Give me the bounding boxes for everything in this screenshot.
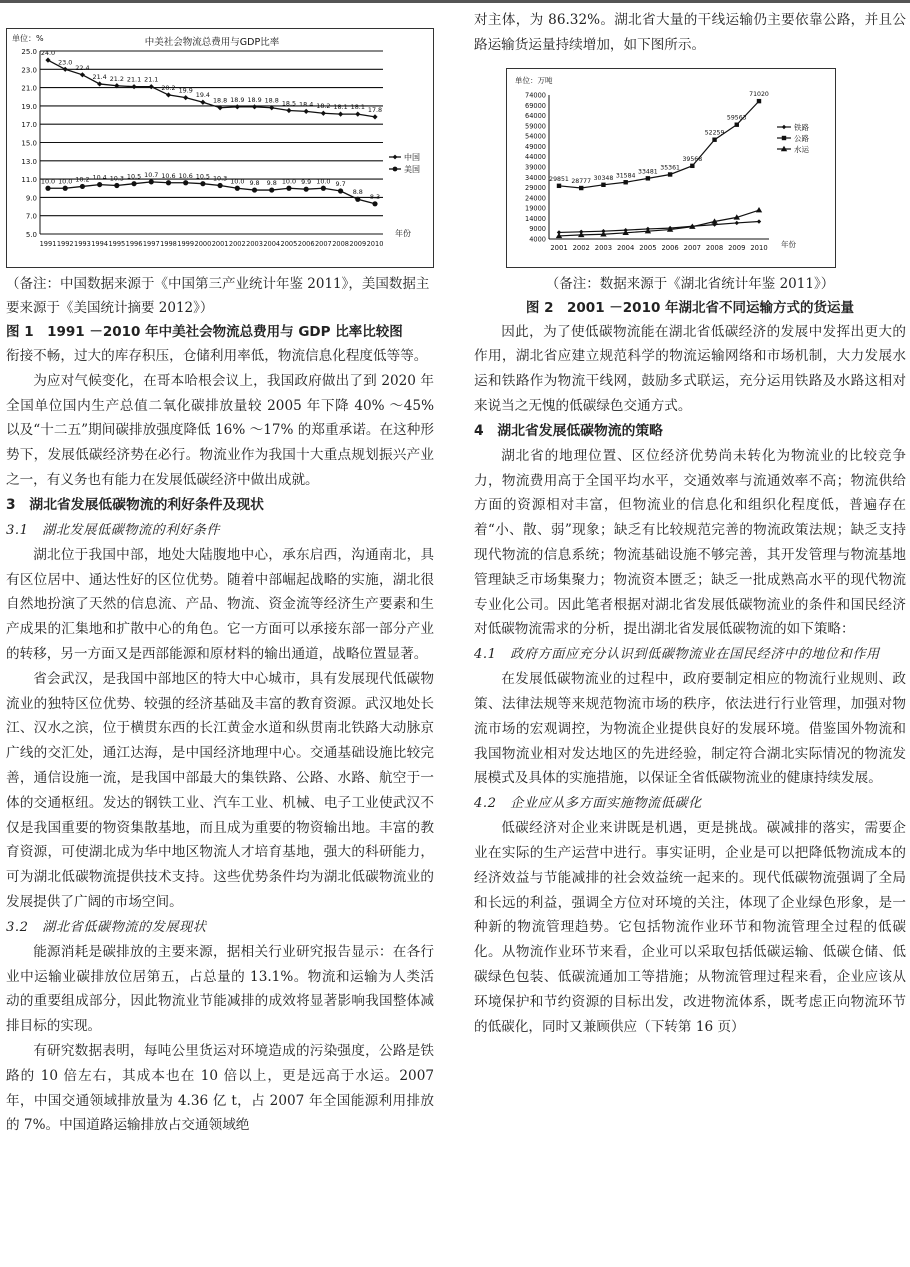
data-label: 18.8 [264, 96, 279, 105]
y-tick-label: 59000 [525, 121, 546, 130]
legend-label: 铁路 [794, 122, 809, 132]
data-point [166, 92, 171, 97]
data-point [200, 100, 205, 105]
data-point [97, 182, 102, 187]
data-label: 10.4 [92, 173, 107, 182]
data-point [712, 137, 716, 141]
y-tick-label: 24000 [525, 193, 546, 202]
data-label: 30348 [593, 174, 614, 182]
chart-title: 中美社会物流总费用与GDP比率 [144, 37, 280, 48]
paragraph: 湖北省的地理位置、区位经济优势尚未转化为物流业的比较竞争力，物流费用高于全国平均水平，交通效率与流通效率不高；物流供给方面的资源相对丰富，但物流业的信息化和组织化程度低，普遍存在着“小、散、弱”现象；缺乏有比较规范完善的物流政策法规；缺乏支持现代物流的信息系统；物流基础设施不够完善，其开发管理与物流基地管理缺乏市场集聚力；物流资本匮乏；缺乏一批成熟高水平的现代物流专业化公司。因此笔者根据对湖北省发展低碳物流业的条件和国民经济对低碳物流需求的分析，提出湖北省发展低碳物流的如下策略： [474, 447, 906, 638]
x-tick-label: 1996 [125, 240, 143, 248]
subsection-heading: 3.1 湖北发展低碳物流的利好条件 [6, 522, 221, 538]
x-tick-label: 1992 [56, 240, 74, 248]
data-point [269, 187, 274, 192]
data-point [601, 182, 605, 186]
x-tick-label: 2006 [661, 243, 679, 252]
data-label: 9.9 [301, 178, 312, 187]
y-tick-label: 9000 [529, 224, 546, 233]
x-tick-label: 2008 [332, 240, 349, 248]
chart-unit-label: 单位：% [12, 34, 44, 43]
figure-2-caption: 图 2 2001 －2010 年湖北省不同运输方式的货运量 [525, 299, 855, 316]
data-point [63, 67, 68, 72]
section-heading: 4 湖北省发展低碳物流的策略 [474, 422, 663, 439]
data-label: 9.8 [249, 179, 260, 188]
data-point [757, 219, 761, 223]
paragraph: 对主体，为 86.32%。湖北省大量的干线运输仍主要依靠公路，并且公路运输货运量持续增加，如下图所示。 [474, 12, 906, 53]
y-tick-label: 19000 [525, 204, 546, 213]
x-tick-label: 2002 [228, 240, 246, 248]
data-point [338, 112, 343, 117]
data-label: 10.6 [161, 171, 176, 180]
data-label: 9.8 [266, 179, 277, 188]
y-tick-label: 5.0 [25, 231, 37, 239]
y-tick-label: 39000 [525, 163, 546, 172]
x-tick-label: 2007 [683, 243, 701, 252]
data-label: 10.5 [126, 172, 142, 181]
x-tick-label: 2004 [263, 240, 281, 248]
data-point [286, 108, 291, 113]
legend-label: 公路 [794, 133, 809, 143]
data-point [80, 72, 85, 77]
figure-2-chart [506, 68, 836, 268]
x-tick-label: 1991 [39, 240, 57, 248]
paragraph: 在发展低碳物流业的过程中，政府要制定相应的物流行业规则、政策、法律法规等来规范物流市场的秩序，依法进行行业管理，加强对物流市场的宏观调控，为物流企业提供良好的发展环境。借鉴国外物流和我国物流业相对发达地区的先进经验，制定符合湖北实际情况的物流发展模式及具体的实施措施，以保证全省低碳物流业的健康持续发展。 [474, 671, 906, 787]
figure-2-note: （备注：数据来源于《湖北省统计年鉴 2011》） [545, 275, 835, 292]
data-point [114, 183, 119, 188]
x-tick-label: 1993 [74, 240, 91, 248]
data-point [200, 181, 205, 186]
data-label: 10.0 [230, 177, 245, 186]
data-label: 29851 [549, 175, 569, 183]
y-tick-label: 4000 [529, 235, 546, 244]
data-label: 10.0 [316, 177, 331, 186]
data-label: 35361 [660, 164, 680, 172]
data-label: 21.4 [92, 72, 107, 81]
data-label: 21.2 [109, 74, 124, 83]
x-tick-label: 2002 [572, 243, 590, 252]
data-point [623, 180, 627, 184]
data-label: 19.4 [195, 91, 211, 100]
x-tick-label: 2007 [314, 240, 332, 248]
data-point [97, 81, 102, 86]
data-point [131, 84, 136, 89]
data-point [45, 58, 50, 63]
legend-marker [393, 155, 398, 160]
data-label: 10.7 [144, 170, 159, 179]
data-point [579, 185, 583, 189]
y-tick-label: 29000 [525, 183, 546, 192]
x-tick-label: 2010 [750, 243, 768, 252]
data-point [304, 109, 309, 114]
paragraph: 低碳经济对企业来讲既是机遇，更是挑战。碳减排的落实，需要企业在实际的生产运营中进行。事实证明，企业是可以把降低物流成本的经济效益与节能减排的社会效益统一起来的。现代低碳物流强调了全局和长远的利益，强调全方位对环境的关注，体现了企业绿色形象，是一种新的物流管理趋势。它包括物流作业环节和物流管理全过程的低碳化。从物流作业环节来看，企业可以采取包括低碳运输、低碳仓储、低碳绿色包装、低碳流通加工等措施；从物流管理过程来看，企业应该从环境保护和节约资源的目标出发，改进物流体系，既考虑正向物流环节的低碳化，同时又兼顾供应（下转第 16 页） [474, 820, 906, 1035]
figure-2-svg [507, 69, 835, 267]
paragraph: 省会武汉，是我国中部地区的特大中心城市，具有发展现代低碳物流业的独特区位优势、较强的经济基础及丰富的教育资源。武汉地处长江、汉水之滨，位于横贯东西的长江黄金水道和纵贯南北铁路大动脉京广线的交汇处，通江达海，是中国经济地理中心。交通基础设施比较完善，通信设施一流，是我国中部最大的集铁路、公路、水路、航空于一体的交通枢纽。发达的钢铁工业、汽车工业、机械、电子工业使武汉不仅是我国重要的物资集散基地，而且成为重要的物资输出地。丰富的教育资源，可使湖北成为华中地区物流人才培育基地，强大的科研能力，可为湖北低碳物流提供技术支持。这些优势条件均为湖北低碳物流业的发展提供了广阔的市场空间。 [6, 670, 434, 910]
x-tick-label: 1999 [177, 240, 195, 248]
data-label: 23.0 [58, 58, 73, 67]
data-label: 18.9 [247, 95, 262, 104]
paragraph: 有研究数据表明，每吨公里货运对环境造成的污染强度，公路是铁路的 10 倍左右，其成本也在 10 倍以上，更是远高于水运。2007 年，中国交通领域排放量为 4.36 亿 t，占 2007 年全国能源利用排放的 7%。中国道路运输排放占交通领域绝 [6, 1042, 434, 1134]
data-point [218, 183, 223, 188]
data-label: 18.8 [212, 96, 228, 105]
data-point [735, 122, 739, 126]
data-label: 8.3 [369, 192, 381, 201]
data-label: 39568 [682, 155, 703, 163]
figure-1-svg [7, 29, 433, 267]
header-rule [0, 0, 910, 3]
legend-label: 水运 [794, 144, 809, 154]
x-tick-label: 1995 [108, 240, 126, 248]
data-label: 59563 [726, 114, 747, 122]
y-tick-label: 14000 [525, 214, 546, 223]
data-point [646, 176, 650, 180]
data-point [372, 114, 377, 119]
data-label: 17.8 [367, 105, 383, 114]
data-point [668, 172, 672, 176]
y-tick-label: 69000 [525, 101, 546, 110]
data-point [355, 197, 360, 202]
subsection-heading: 4.2 企业应从多方面实施物流低碳化 [474, 796, 702, 812]
data-point [355, 112, 360, 117]
data-point [321, 186, 326, 191]
x-tick-label: 2000 [194, 240, 212, 248]
data-label: 8.8 [352, 188, 363, 197]
data-label: 19.9 [178, 86, 193, 95]
y-tick-label: 44000 [525, 152, 546, 161]
x-tick-label: 2003 [246, 240, 263, 248]
subsection-heading: 3.2 湖北省低碳物流的发展现状 [6, 919, 207, 935]
x-tick-label: 2005 [639, 243, 657, 252]
data-point [321, 111, 326, 116]
data-point [557, 183, 561, 187]
data-point [183, 95, 188, 100]
y-tick-label: 23.0 [21, 66, 37, 75]
y-tick-label: 25.0 [21, 48, 37, 56]
data-point [252, 104, 257, 109]
x-tick-label: 2001 [550, 243, 568, 252]
data-label: 10.2 [75, 175, 90, 184]
paragraph: 衔接不畅，过大的库存积压，仓储利用率低，物流信息化程度低等等。 [6, 348, 428, 364]
data-label: 10.3 [109, 174, 124, 183]
data-point [757, 99, 761, 103]
legend-label: 美国 [404, 165, 420, 174]
data-point [149, 84, 154, 89]
data-label: 33481 [638, 167, 658, 175]
y-tick-label: 19.0 [21, 102, 37, 111]
y-tick-label: 64000 [525, 111, 546, 120]
legend-marker [393, 167, 398, 172]
y-tick-label: 9.0 [25, 194, 37, 203]
data-label: 18.2 [316, 102, 331, 111]
data-point [756, 207, 762, 212]
data-point [183, 180, 188, 185]
figure-1-chart [6, 28, 434, 268]
data-point [338, 188, 343, 193]
subsection-heading: 4.1 政府方面应充分认识到低碳物流业在国民经济中的地位和作用 [474, 647, 880, 663]
data-point [131, 181, 136, 186]
y-tick-label: 49000 [525, 142, 546, 151]
data-label: 10.3 [212, 174, 228, 183]
data-point [304, 187, 309, 192]
data-label: 31584 [615, 171, 636, 179]
data-point [235, 104, 240, 109]
x-tick-label: 2001 [211, 240, 229, 248]
x-tick-label: 1997 [142, 240, 160, 248]
y-tick-label: 54000 [525, 132, 546, 141]
paragraph: 为应对气候变化，在哥本哈根会议上，我国政府做出了到 2020 年全国单位国内生产总值二氧化碳排放量较 2005 年下降 40% ～45% 以及“十二五”期间碳排放强度降低 16% ～17% 的郑重承诺。在这种形势下，发展低碳经济势在必行。物流业作为我国十大重点规划振兴产业之一，有义务也有能力在发展低碳经济中做出成就。 [6, 372, 434, 488]
data-label: 22.4 [75, 63, 90, 72]
data-point [235, 186, 240, 191]
data-point [735, 220, 739, 224]
y-tick-label: 11.0 [21, 176, 37, 185]
data-label: 9.7 [335, 179, 346, 188]
x-tick-label: 2003 [594, 243, 613, 252]
data-label: 18.9 [230, 95, 245, 104]
section-heading: 3 湖北省发展低碳物流的利好条件及现状 [6, 496, 264, 513]
x-tick-label: 2006 [297, 240, 315, 248]
data-label: 18.4 [299, 100, 314, 109]
data-point [80, 184, 85, 189]
data-label: 18.5 [281, 99, 297, 108]
data-point [690, 163, 694, 167]
x-tick-label: 1998 [160, 240, 177, 248]
data-label: 24.0 [40, 49, 56, 58]
data-point [166, 180, 171, 185]
right-column [474, 8, 906, 1039]
legend-label: 中国 [404, 153, 420, 162]
data-point [252, 187, 257, 192]
x-tick-label: 1994 [91, 240, 109, 248]
data-label: 10.6 [178, 171, 193, 180]
figure-1-note: （备注：中国数据来源于《中国第三产业统计年鉴 2011》，美国数据主要来源于《美国统计摘要 2012》） [6, 276, 430, 316]
data-point [149, 179, 154, 184]
x-tick-label: 2010 [366, 240, 384, 248]
data-label: 21.1 [126, 75, 142, 84]
y-tick-label: 7.0 [25, 212, 37, 221]
data-label: 20.2 [161, 83, 176, 92]
paragraph: 因此，为了使低碳物流能在湖北省低碳经济的发展中发挥出更大的作用，湖北省应建立规范科学的物流运输网络和市场机制，大力发展水运和铁路作为物流干线网，鼓励多式联运，充分运用铁路及水路这相对来说当之无愧的低碳绿色交通方式。 [474, 323, 906, 414]
left-column [6, 8, 434, 1138]
x-tick-label: 2008 [705, 243, 724, 252]
x-tick-label: 2009 [728, 243, 746, 252]
data-point [286, 186, 291, 191]
y-tick-label: 13.0 [21, 157, 37, 166]
legend-marker [782, 135, 786, 139]
y-tick-label: 15.0 [21, 139, 37, 148]
x-axis-label: 年份 [781, 239, 796, 249]
chart-unit-label: 单位：万吨 [515, 75, 553, 85]
data-label: 10.0 [58, 177, 73, 186]
paragraph: 能源消耗是碳排放的主要来源，据相关行业研究报告显示：在各行业中运输业碳排放位居第五，占总量的 13.1%。物流和运输为人类活动的重要组成部分，因此物流业节能减排的成效将显著影响我国整体减排目标的实现。 [6, 943, 434, 1035]
x-axis-label: 年份 [395, 229, 411, 238]
data-label: 52259 [704, 129, 725, 137]
x-tick-label: 2005 [280, 240, 298, 248]
y-tick-label: 17.0 [21, 121, 37, 130]
legend-marker [782, 124, 786, 128]
y-tick-label: 74000 [525, 91, 546, 100]
data-point [63, 186, 68, 191]
data-label: 10.0 [281, 177, 297, 186]
x-tick-label: 2009 [349, 240, 367, 248]
data-label: 21.1 [144, 75, 159, 84]
data-label: 28777 [571, 177, 592, 185]
data-point [372, 201, 377, 206]
data-label: 18.1 [333, 103, 348, 112]
data-label: 18.1 [350, 103, 365, 112]
data-label: 10.0 [40, 177, 56, 186]
y-tick-label: 34000 [525, 173, 546, 182]
data-label: 71020 [749, 90, 769, 98]
figure-1-caption: 图 1 1991 －2010 年中美社会物流总费用与 GDP 比率比较图 [6, 324, 403, 340]
data-label: 10.5 [195, 172, 211, 181]
x-tick-label: 2004 [617, 243, 635, 252]
paragraph: 湖北位于我国中部，地处大陆腹地中心，承东启西，沟通南北，具有区位居中、通达性好的区位优势。随着中部崛起战略的实施，湖北很自然地扮演了天然的信息流、产品、物流、资金流等经济生产要素和生产成果的汇集地和扩散中心的角色。它一方面可以承接东部一部分产业的转移，另一方面又是西部能源和原材料的输出通道，战略位置显著。 [6, 546, 434, 662]
data-point [45, 186, 50, 191]
y-tick-label: 21.0 [21, 84, 37, 93]
